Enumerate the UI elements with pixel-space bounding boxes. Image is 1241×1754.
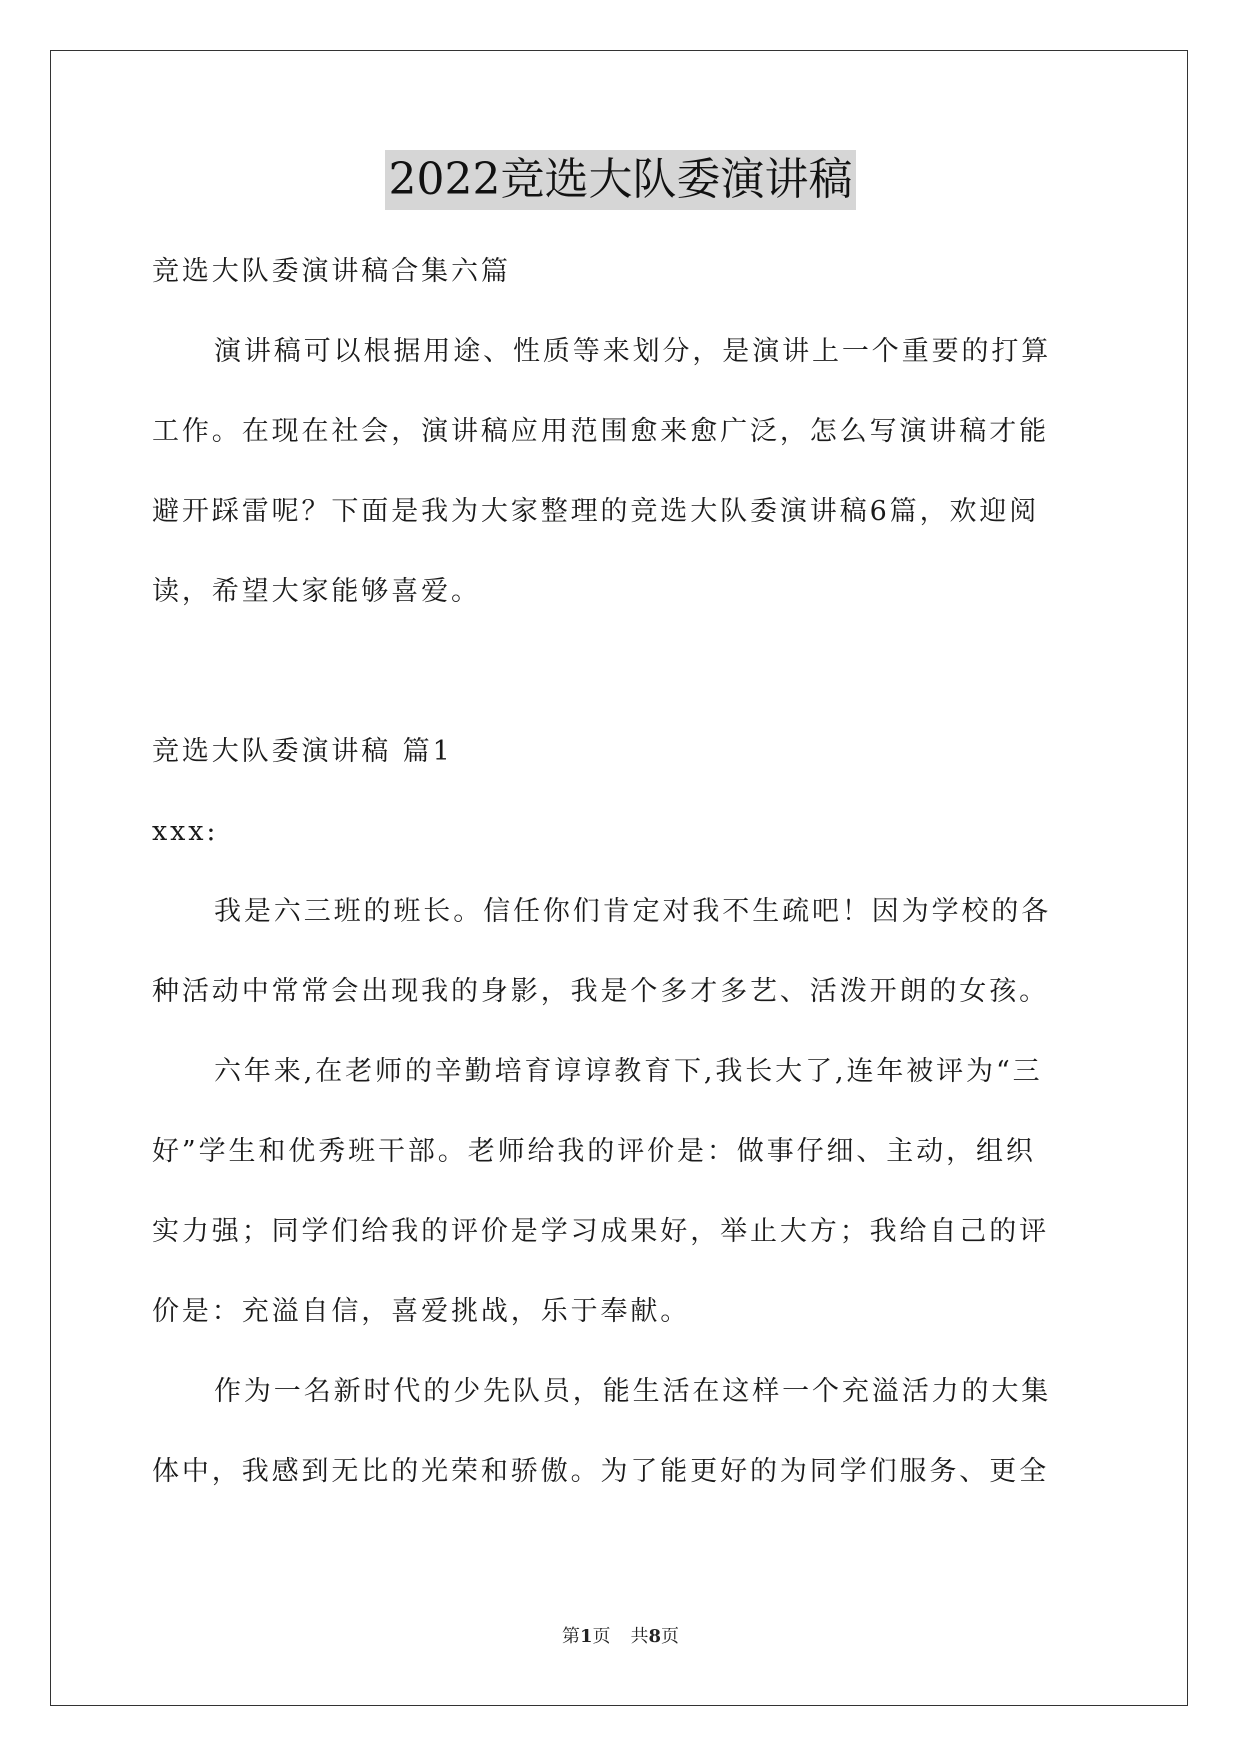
body-line: 作为一名新时代的少先队员，能生活在这样一个充溢活力的大集: [214, 1376, 1052, 1407]
body-line: 实力强；同学们给我的评价是学习成果好，举止大方；我给自己的评: [152, 1216, 1049, 1247]
body-line: 种活动中常常会出现我的身影，我是个多才多艺、活泼开朗的女孩。: [152, 976, 1049, 1007]
document-title: 2022竞选大队委演讲稿: [385, 150, 857, 210]
body-line: 读，希望大家能够喜爱。: [152, 576, 481, 607]
body-line: 我是六三班的班长。信任你们肯定对我不生疏吧！因为学校的各: [214, 896, 1052, 927]
body-line: xxx:: [152, 816, 219, 847]
page-footer: [0, 1622, 1241, 1648]
body-line: 价是：充溢自信，喜爱挑战，乐于奉献。: [152, 1296, 691, 1327]
footer-total-prefix: 共: [630, 1626, 649, 1647]
total-pages-number: 8: [648, 1626, 662, 1647]
document-body: [152, 232, 1090, 1512]
title-container: [0, 150, 1241, 210]
body-line: 演讲稿可以根据用途、性质等来划分，是演讲上一个重要的打算: [214, 336, 1052, 367]
footer-prefix: 第: [561, 1626, 580, 1647]
body-line: 六年来,在老师的辛勤培育谆谆教育下,我长大了,连年被评为“三: [214, 1056, 1043, 1087]
body-line: 好”学生和优秀班干部。老师给我的评价是：做事仔细、主动，组织: [152, 1136, 1036, 1167]
body-line: 竞选大队委演讲稿 篇1: [152, 736, 453, 767]
body-line: 工作。在现在社会，演讲稿应用范围愈来愈广泛，怎么写演讲稿才能: [152, 416, 1049, 447]
footer-page-word: 页: [592, 1626, 611, 1647]
body-line: 体中，我感到无比的光荣和骄傲。为了能更好的为同学们服务、更全: [152, 1456, 1049, 1487]
footer-total-suffix: 页: [661, 1626, 680, 1647]
body-line: 避开踩雷呢？下面是我为大家整理的竞选大队委演讲稿6篇，欢迎阅: [152, 496, 1040, 527]
body-line: 竞选大队委演讲稿合集六篇: [152, 256, 511, 287]
current-page-number: 1: [579, 1626, 593, 1647]
